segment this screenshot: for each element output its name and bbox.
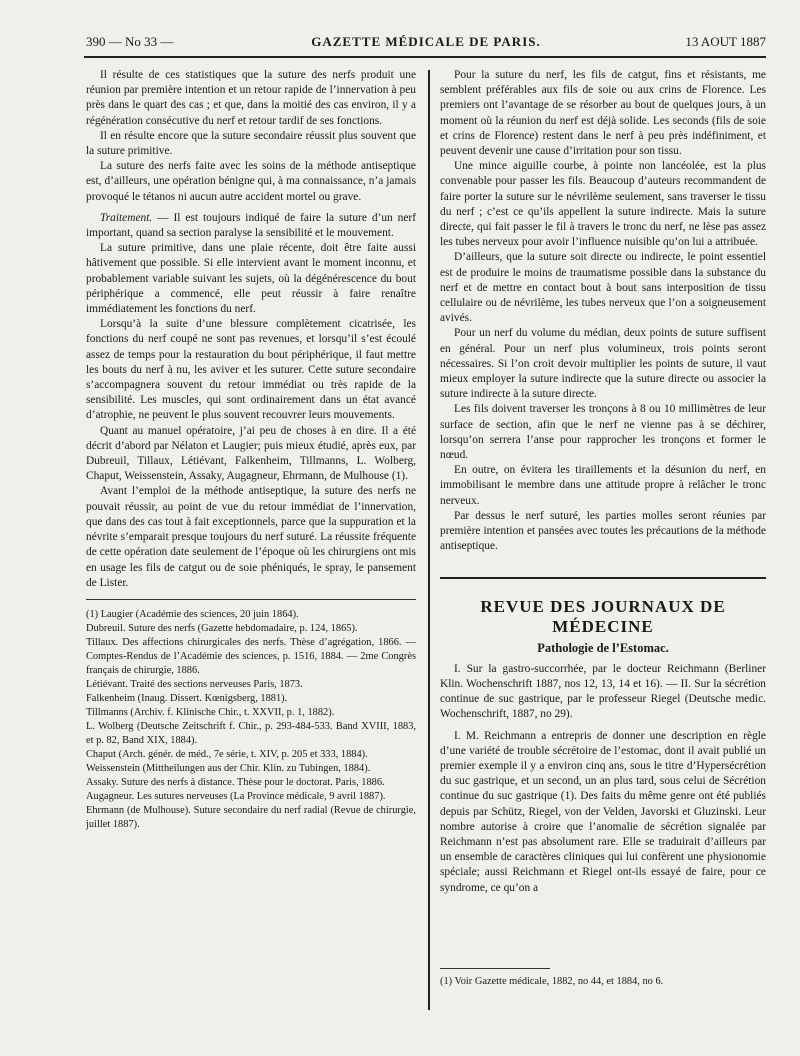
paragraph: Pour un nerf du volume du médian, deux points de suture suffisent en général. Pour un nerf plus volumineux, trois points seront nécessaires. Si l’on croit devoir multiplier les points de suture, il vaut mieux employer la suture indirecte que la suture directe ou associer la suture indirecte à la suture directe. bbox=[440, 327, 766, 401]
footnote: (1) Laugier (Académie des sciences, 20 juin 1864). bbox=[86, 608, 299, 620]
paragraph: Avant l’emploi de la méthode antiseptique, la suture des nerfs ne pouvait réussir, au point de vue du retour immédiat de l’innervation, que dans des cas tout à fait exceptionnels, parce que la suppuration et la névrite s’emparait presque toujours du nerf suturé. La réussite fréquente de cette opération date seulement de l’époque où les chirurgiens ont mis en usage les fils de catgut ou de soie phéniqués, le spray, le pansement de Lister. bbox=[86, 485, 416, 589]
footnote: Augagneur. Les sutures nerveuses (La Province médicale, 9 avril 1887). bbox=[86, 790, 386, 802]
footnote: Assaky. Suture des nerfs à distance. Thèse pour le doctorat. Paris, 1886. bbox=[86, 776, 385, 788]
footnote-rule bbox=[440, 968, 550, 969]
right-footnote-block bbox=[440, 968, 766, 989]
footnote-rule bbox=[86, 599, 416, 600]
section-rule bbox=[440, 577, 766, 579]
footnote: Dubreuil. Suture des nerfs (Gazette hebdomadaire, p. 124, 1865). bbox=[86, 622, 358, 634]
footnote: Falkenheim (Inaug. Dissert. Kœnigsberg, 1881). bbox=[86, 692, 288, 704]
paragraph: Les fils doivent traverser les tronçons à 8 ou 10 millimètres de leur surface de section, afin que le nerf ne vienne pas à se déchirer, lorsqu’on serrera l’anse pour rapprocher les tronçons et former le nœud. bbox=[440, 403, 766, 462]
footnote: Tillaux. Des affections chirurgicales des nerfs. Thèse d’agrégation, 1866. — Comptes-Rendus de l’Académie des sciences, p. 1516, 1884. — 2me Congrès français de chirurgie, 1886. bbox=[86, 636, 416, 676]
footnote: Tillmanns (Archiv. f. Klinische Chir., t. XXVII, p. 1, 1882). bbox=[86, 706, 335, 718]
paragraph: D’ailleurs, que la suture soit directe ou indirecte, le point essentiel est de produire le moins de traumatisme possible dans la substance du nerf et de mettre en contact bout à bout sans interposition de tissu cellulaire ou de névrilème, les tubes nerveux que l’on a soigneusement avivés. bbox=[440, 251, 766, 325]
paragraph: Quant au manuel opératoire, j’ai peu de choses à en dire. Il a été décrit d’abord par Nélaton et Laugier; puis mieux étudié, après eux, par Dubreuil, Tillaux, Létiévant, Falkenheim, Tillmanns, L. Wolberg, Chaput, Weissenstein, Assaky, Augagneur, Ehrmann, de Mulhouse (1). bbox=[86, 424, 416, 483]
footnote: (1) Voir Gazette médicale, 1882, no 44, et 1884, no 6. bbox=[440, 976, 664, 987]
paragraph: En outre, on évitera les tiraillements et la désunion du nerf, en immobilisant le membre dans une attitude propre à relâcher le tronc nerveux. bbox=[440, 464, 766, 507]
footnote: Chaput (Arch. génér. de méd., 7e série, t. XIV, p. 205 et 333, 1884). bbox=[86, 748, 368, 760]
treatment-text: — Il est toujours indiqué de faire la suture d’un nerf important, quand sa section paralyse la sensibilité et le mouvement. bbox=[86, 211, 416, 240]
footnote: Weissenstein (Mittheilungen aus der Chir. Klin. zu Tubingen, 1884). bbox=[86, 762, 371, 774]
paragraph: La suture primitive, dans une plaie récente, doit être faite aussi hâtivement que possible. Si elle intervient avant le moment inconnu, et probablement variable suivant les sujets, où la dégénérescence du bout périphérique a commencé, elle peut réussir à faire renaître immédiatement les fonctions du nerf. bbox=[86, 242, 416, 316]
paragraph: Il en résulte encore que la suture secondaire réussit plus souvent que la suture primitive. bbox=[86, 129, 416, 158]
page-header bbox=[86, 34, 766, 56]
paragraph: Lorsqu’à la suite d’une blessure complètement cicatrisée, les fonctions du nerf coupé ne sont pas revenues, et lorsqu’il s’est écoulé assez de temps pour la restauration du bout périphérique, il faut mettre les bouts du nerf à nu, les aviver et les suturer. Cette suture secondaire s’accompagnera souvent du retour immédiat ou très rapide de la sensibilité. Les muscles, qui sont ordinairement dans un état avancé d’atrophie, ne peuvent le plus souvent recouvrer leurs mouvements. bbox=[86, 318, 416, 422]
issue-date: 13 AOUT 1887 bbox=[685, 34, 766, 49]
left-column bbox=[86, 68, 416, 832]
header-rule bbox=[84, 56, 766, 58]
page-number: 390 — No 33 — bbox=[86, 34, 174, 49]
footnote: L. Wolberg (Deutsche Zeitschrift f. Chir., p. 293-484-533. Band XVIII, 1883, et p. 82, Band XIX, 1884). bbox=[86, 720, 416, 746]
treatment-label: Traitement. bbox=[100, 211, 153, 224]
paragraph: Une mince aiguille courbe, à pointe non lancéolée, est la plus convenable pour passer les fils. Beaucoup d’auteurs recommandent de faire porter la suture sur le névrilème seulement, sans traverser le tissu du nerf ; c’est ce qu’ils appellent la suture indirecte. Mais la suture directe, qui fait passer le fil à travers le tronc du nerf, ne lèse pas assez les tubes nerveux pour avoir l’influence nuisible qu’on lui a attribuée. bbox=[440, 160, 766, 249]
paragraph: Par dessus le nerf suturé, les parties molles seront réunies par première intention et pansées avec toutes les précautions de la méthode antiseptique. bbox=[440, 509, 766, 553]
section-subtitle: Pathologie de l’Estomac. bbox=[537, 640, 669, 655]
footnote: Létiévant. Traité des sections nerveuses Paris, 1873. bbox=[86, 678, 303, 690]
paragraph-treatment bbox=[86, 211, 416, 241]
paragraph: Il résulte de ces statistiques que la suture des nerfs produit une réunion par première intention et un retour rapide de l’innervation à peu près dans le quart des cas ; et que, dans la moitié des cas environ, il y a régénération consécutive du nerf et retour tardif de ses fonctions. bbox=[86, 69, 416, 127]
paragraph: Pour la suture du nerf, les fils de catgut, fins et résistants, me semblent préférables aux fils de soie ou aux crins de Florence. Les premiers ont l’avantage de se résorber au bout de quelques jours, à un moment où la réunion du nerf est déjà solide. Les seconds (fils de soie et crins de Florence) restent dans le nerf à peu près indéfiniment, et peuvent devenir une cause d’irritation pour son tissu. bbox=[440, 69, 766, 158]
footnote: Ehrmann (de Mulhouse). Suture secondaire du nerf radial (Revue de chirurgie, juillet 1887). bbox=[86, 804, 416, 830]
journal-title: GAZETTE MÉDICALE DE PARIS. bbox=[311, 34, 541, 49]
section-body: I. M. Reichmann a entrepris de donner une description en règle d’une variété de trouble sécrétoire de l’estomac, dont il avait publié un premier exemple il y a environ cinq ans, sous le titre d’Hypersécrétion du suc gastrique, et un second, un an plus tard, sous celui de Sécrétion continue du suc gastrique (1). Des faits du même genre ont été publiés depuis par Schütz, Riegel, von der Velden, Javorski et Gluzinski. Leur nombre autorise à croire que l’anomalie de sécrétion signalée par Reichmann n’est pas absolument rare. Elle se traduirait d’ailleurs par un ensemble de caractères cliniques qui lui confèrent une physionomie spéciale; aussi Reichmann et Riegel ont-ils essayé de faire, pour ce syndrome, ce qu’on a bbox=[440, 729, 766, 894]
section-title: REVUE DES JOURNAUX DE MÉDECINE bbox=[480, 596, 726, 636]
paragraph: La suture des nerfs faite avec les soins de la méthode antiseptique est, d’ailleurs, une opération bénigne qui, à ma connaissance, n’a jamais provoqué le tétanos ni aucun autre accident mortel ou grave. bbox=[86, 160, 416, 203]
section-references: I. Sur la gastro-succorrhée, par le docteur Reichmann (Berliner Klin. Wochenschrift 1887, nos 12, 13, 14 et 16). — II. Sur la sécrétion continue de suc gastrique, par le professeur Riegel (Deutsche medic. Wochenschrift, 1887, no 29). bbox=[440, 662, 766, 721]
left-footnotes bbox=[86, 608, 416, 832]
right-column bbox=[440, 68, 766, 896]
column-divider bbox=[428, 70, 430, 1010]
